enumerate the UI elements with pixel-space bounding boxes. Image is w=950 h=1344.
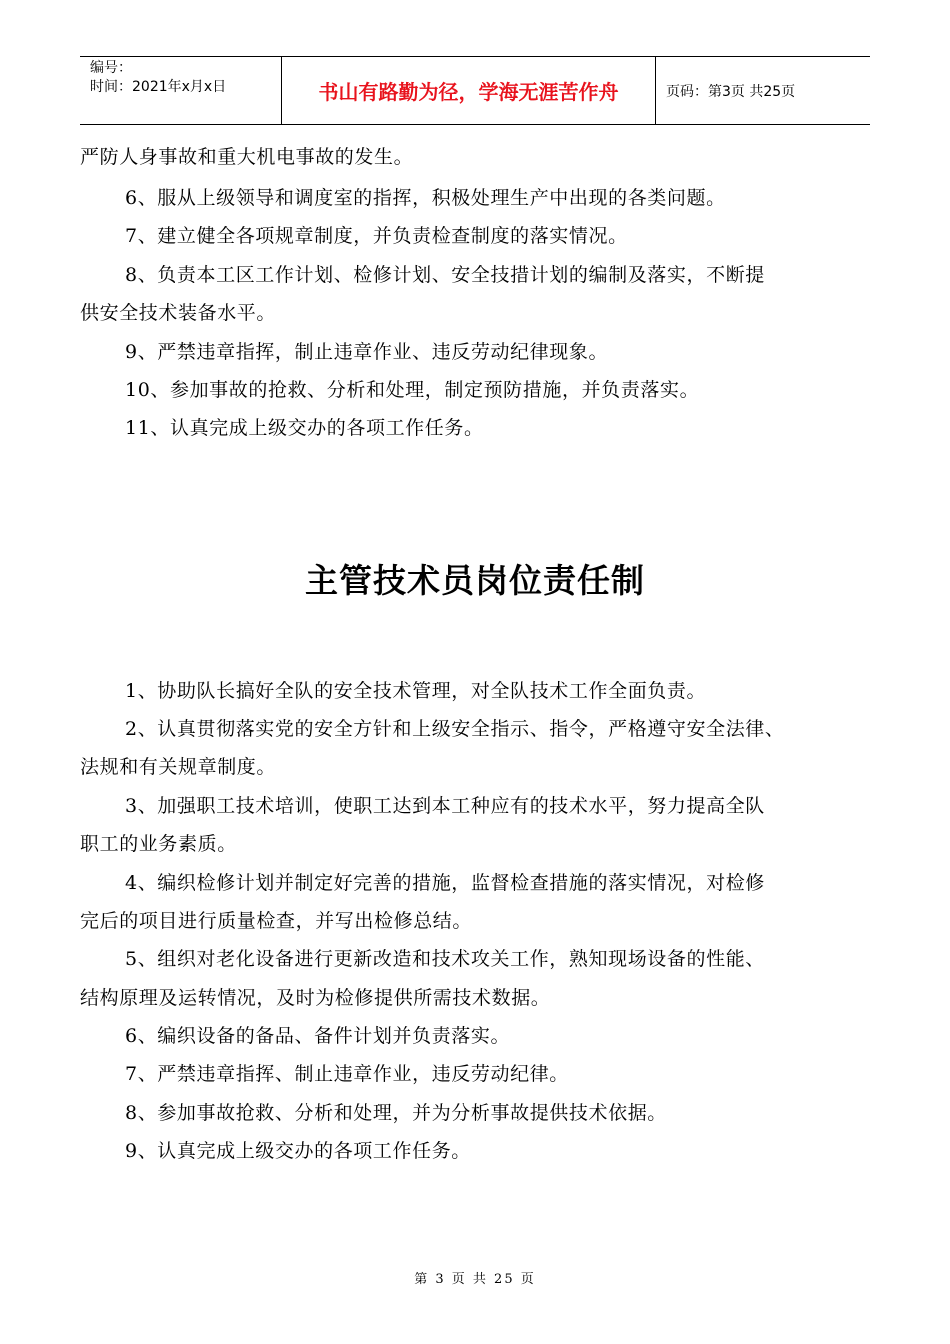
section1-item-8: 8、负责本工区工作计划、检修计划、安全技措计划的编制及落实，不断提 bbox=[125, 264, 765, 286]
section2-line-1: 1、协助队长搞好全队的安全技术管理，对全队技术工作全面负责。 bbox=[125, 680, 707, 702]
section2-line-3: 3、加强职工技术培训，使职工达到本工种应有的技术水平，努力提高全队 bbox=[125, 795, 765, 817]
section2-line-9: 9、认真完成上级交办的各项工作任务。 bbox=[125, 1140, 471, 1162]
document-number-label: 编号： bbox=[90, 60, 132, 76]
section2-line-7: 7、严禁违章指挥、制止违章作业，违反劳动纪律。 bbox=[125, 1063, 569, 1085]
section2-line-2: 2、认真贯彻落实党的安全方针和上级安全指示、指令，严格遵守安全法律、 bbox=[125, 718, 785, 740]
section2-line-4-cont: 完后的项目进行质量检查，并写出检修总结。 bbox=[80, 910, 473, 932]
section1-item-10: 10、参加事故的抢救、分析和处理，制定预防措施，并负责落实。 bbox=[125, 379, 700, 401]
section2-line-8: 8、参加事故抢救、分析和处理，并为分析事故提供技术依据。 bbox=[125, 1102, 667, 1124]
header-meta bbox=[80, 57, 282, 124]
section1-item-11: 11、认真完成上级交办的各项工作任务。 bbox=[125, 417, 484, 439]
section2-line-3-cont: 职工的业务素质。 bbox=[80, 833, 237, 855]
document-time-label: 时间：2021年x月x日 bbox=[90, 79, 227, 95]
section1-item-6: 6、服从上级领导和调度室的指挥，积极处理生产中出现的各类问题。 bbox=[125, 187, 726, 209]
page-footer: 第 3 页 共 25 页 bbox=[414, 1272, 536, 1287]
section1-continuation: 严防人身事故和重大机电事故的发生。 bbox=[80, 146, 414, 168]
section1-item-9: 9、严禁违章指挥，制止违章作业、违反劳动纪律现象。 bbox=[125, 341, 609, 363]
header-motto: 书山有路勤为径，学海无涯苦作舟 bbox=[282, 57, 656, 124]
section2-line-5: 5、组织对老化设备进行更新改造和技术攻关工作，熟知现场设备的性能、 bbox=[125, 948, 765, 970]
section2-line-2-cont: 法规和有关规章制度。 bbox=[80, 756, 277, 778]
section2-line-6: 6、编织设备的备品、备件计划并负责落实。 bbox=[125, 1025, 511, 1047]
page-header bbox=[80, 56, 870, 125]
header-page-info: 页码：第3页 共25页 bbox=[666, 83, 796, 100]
section1-item-8-cont: 供安全技术装备水平。 bbox=[80, 302, 277, 324]
section2-line-5-cont: 结构原理及运转情况，及时为检修提供所需技术数据。 bbox=[80, 987, 551, 1009]
section-title: 主管技术员岗位责任制 bbox=[305, 561, 645, 600]
section2-line-4: 4、编织检修计划并制定好完善的措施，监督检查措施的落实情况，对检修 bbox=[125, 872, 765, 894]
section1-item-7: 7、建立健全各项规章制度，并负责检查制度的落实情况。 bbox=[125, 225, 628, 247]
